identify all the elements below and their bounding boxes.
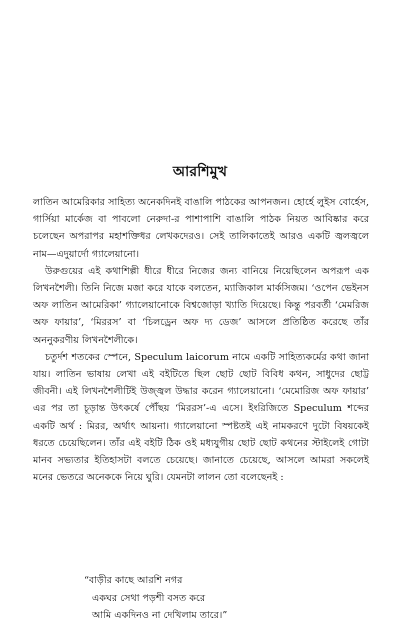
paragraph-1: লাতিন আমেরিকার সাহিত্য অনেকদিনই বাঙালি পাঠকের আপনজন। হোর্হে লুইস বোর্হেস, গার্সিয়া মার্কেজ বা পাবলো নেরুদা-র পাশাপাশি বাঙালি পাঠক নিয়ত আবিষ্কার করে চলেছেন অপরাপর মহাশক্তিধর লেখকদেরও। সেই তালিকাতেই আরও একটি জ্বলজ্বলে নাম—এদুয়ার্দো গ্যালেয়ানো। xyxy=(33,197,369,260)
paragraph-3-part-2: নামে একটি সাহিত্যকর্মের কথা জানা যায়। লাতিন ভাষায় লেখা এই বইটিতে ছিল ছোট ছোট বিবিধ কথন, সাধুদের ছোট্ট জীবনী। এই লিখনশৈলীটিই উজ্জ্বল উদ্ধার করেন গ্যালেয়ানো। ‘মেমোরিজ অফ ফায়ার’ এর পর তা চূড়ান্ত উৎকর্ষে পৌঁছয় ‘মিররস’-এ এসে। ইংরিজিতে xyxy=(33,351,369,415)
poem-line-1: “বাড়ীর কাছে আরশি নগর xyxy=(84,575,183,586)
english-term: Speculum xyxy=(293,403,342,415)
poem-quote xyxy=(84,572,384,625)
paragraph-3-part-1: চতুর্দশ শতকের স্পেনে, xyxy=(45,351,135,363)
latin-term: Speculum laicorum xyxy=(134,351,229,363)
body-text xyxy=(33,194,369,486)
paragraph-2: উরুগুয়ের এই কথাশিল্পী ধীরে ধীরে নিজের জন্য বানিয়ে নিয়েছিলেন অপরূপ এক লিখনশৈলী। তিনি নিজে মজা করে যাকে বলতেন, ম্যাজিকাল মার্কসিজম। ‘ওপেন ভেইনস অফ লাতিন আমেরিকা’ গ্যালেয়ানোকে বিশ্বজোড়া খ্যাতি দিয়েছে। কিন্তু পরবর্তী ‘মেমরিজ অফ ফায়ার’, ‘মিররস’ বা ‘চিলড্রেন অফ দ্য ডেজ’ আসলে প্রতিষ্ঠিত করেছে তাঁর অননুকরণীয় লিখনশৈলীকে। xyxy=(33,265,369,346)
poem-line-2: একঘর সেথা পড়শী বসত করে xyxy=(92,592,206,604)
paragraph-3-part-3: শব্দের একটি অর্থ : মিরর, অর্থাৎ আয়না। গ্যালেয়ানো স্পষ্টতই এই নামকরণে দুটো বিষয়কেই ধরতে চেয়েছিলেন। তাঁর এই বইটি ঠিক ওই মধ্যযুগীয় ছোট ছোট কথনের স্টাইলেই গোটা মানব সভ্যতার ইতিহাসটা বলতে চেয়েছে। জানাতে চেয়েছে, আসলে আমরা সকলেই মনের ভেতরে অনেককে নিয়ে ঘুরি। যেমনটা লালন তো বলেছেনই : xyxy=(33,403,369,484)
poem-line-3: আমি একদিনও না দেখিলাম তারে।” xyxy=(92,610,228,621)
page-title: আরশিমুখ xyxy=(172,164,228,180)
paragraph-3 xyxy=(33,349,369,487)
